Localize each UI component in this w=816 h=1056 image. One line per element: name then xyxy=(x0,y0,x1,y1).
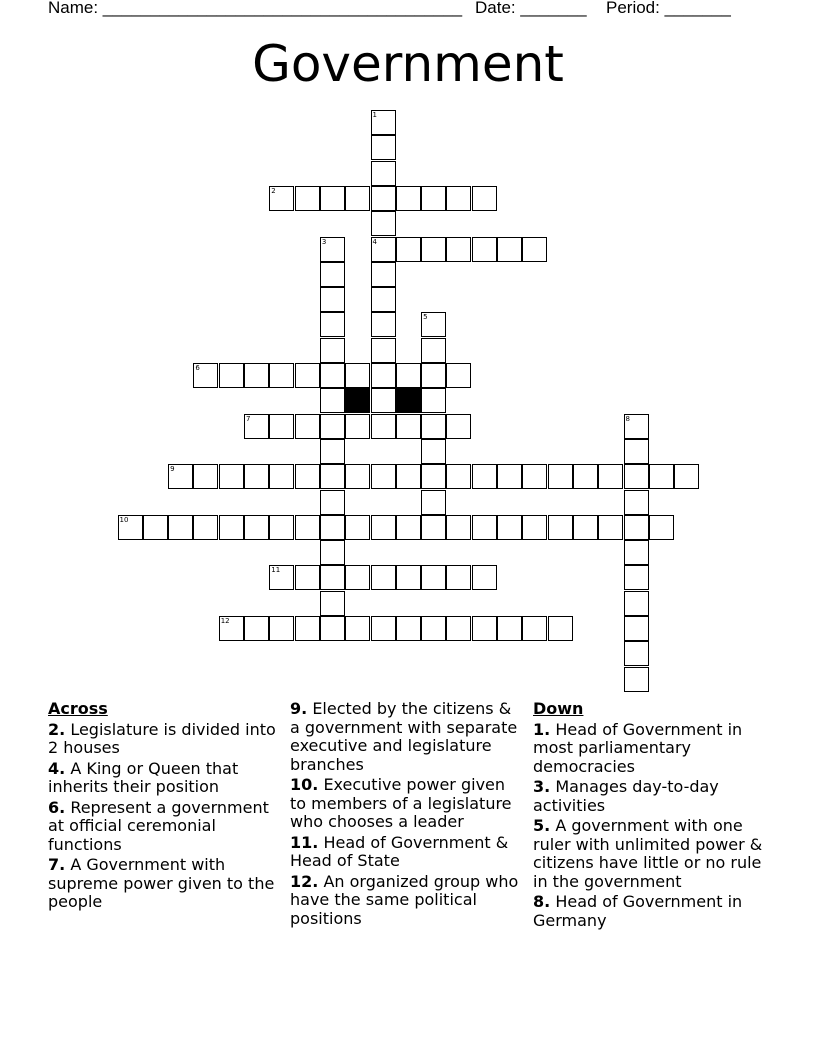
grid-cell[interactable] xyxy=(396,363,421,388)
across-clues-column-continued xyxy=(290,700,526,930)
grid-cell[interactable] xyxy=(371,262,396,287)
grid-cell[interactable] xyxy=(219,515,244,540)
grid-cell[interactable] xyxy=(396,565,421,590)
grid-cell[interactable] xyxy=(649,464,674,489)
clue-across-11 xyxy=(290,834,526,871)
grid-cell[interactable] xyxy=(472,186,497,211)
grid-cell[interactable] xyxy=(446,363,471,388)
grid-black-cell xyxy=(396,388,421,413)
grid-cell[interactable] xyxy=(269,616,294,641)
clue-text: An organized group who have the same political positions xyxy=(290,871,519,928)
clue-down-1 xyxy=(533,721,773,777)
grid-cell[interactable] xyxy=(320,616,345,641)
grid-cell[interactable] xyxy=(371,414,396,439)
grid-cell[interactable] xyxy=(320,591,345,616)
clue-text: A King or Queen that inherits their position xyxy=(48,758,239,796)
clue-across-2 xyxy=(48,721,280,758)
down-clues-column xyxy=(533,700,773,932)
grid-cell[interactable] xyxy=(320,490,345,515)
grid-cell[interactable] xyxy=(371,312,396,337)
grid-cell[interactable] xyxy=(168,515,193,540)
grid-cell[interactable] xyxy=(421,464,446,489)
grid-cell[interactable] xyxy=(295,565,320,590)
cell-number: 12 xyxy=(220,617,230,625)
clue-text: Legislature is divided into 2 houses xyxy=(48,719,276,757)
clue-text: Head of Government in Germany xyxy=(533,892,743,930)
grid-cell[interactable] xyxy=(396,515,421,540)
grid-cell[interactable] xyxy=(421,312,446,337)
grid-cell[interactable] xyxy=(295,616,320,641)
grid-cell[interactable] xyxy=(421,515,446,540)
cell-number: 8 xyxy=(625,414,630,423)
grid-cell[interactable] xyxy=(674,464,699,489)
grid-cell[interactable] xyxy=(522,237,547,262)
grid-cell[interactable] xyxy=(244,616,269,641)
grid-cell[interactable] xyxy=(320,338,345,363)
across-clues-column xyxy=(48,700,280,914)
clue-number: 11. xyxy=(290,832,319,852)
grid-cell[interactable] xyxy=(598,515,623,540)
name-field-label: Name: ______________________________________ xyxy=(48,0,463,17)
grid-cell[interactable] xyxy=(320,312,345,337)
grid-cell[interactable] xyxy=(446,237,471,262)
grid-cell[interactable] xyxy=(143,515,168,540)
grid-cell[interactable] xyxy=(371,237,396,262)
clue-across-12 xyxy=(290,873,526,929)
grid-cell[interactable] xyxy=(345,565,370,590)
clue-number: 6. xyxy=(48,797,66,817)
clue-text: Head of Government & Head of State xyxy=(290,832,509,870)
grid-cell[interactable] xyxy=(320,540,345,565)
grid-cell[interactable] xyxy=(295,363,320,388)
grid-cell[interactable] xyxy=(269,186,294,211)
grid-cell[interactable] xyxy=(598,464,623,489)
grid-cell[interactable] xyxy=(320,363,345,388)
grid-cell[interactable] xyxy=(193,464,218,489)
grid-cell[interactable] xyxy=(421,363,446,388)
grid-cell[interactable] xyxy=(497,616,522,641)
cell-number: 1 xyxy=(372,111,377,119)
grid-cell[interactable] xyxy=(371,135,396,160)
grid-cell[interactable] xyxy=(244,515,269,540)
grid-cell[interactable] xyxy=(320,186,345,211)
grid-cell[interactable] xyxy=(624,515,649,540)
grid-cell[interactable] xyxy=(295,414,320,439)
cell-number: 4 xyxy=(372,237,377,246)
clue-number: 1. xyxy=(533,719,551,739)
grid-cell[interactable] xyxy=(244,363,269,388)
grid-cell[interactable] xyxy=(573,515,598,540)
grid-cell[interactable] xyxy=(371,110,396,135)
grid-cell[interactable] xyxy=(371,161,396,186)
clue-number: 12. xyxy=(290,871,319,891)
grid-cell[interactable] xyxy=(269,515,294,540)
grid-cell[interactable] xyxy=(522,616,547,641)
grid-cell[interactable] xyxy=(295,186,320,211)
grid-cell[interactable] xyxy=(548,515,573,540)
grid-cell[interactable] xyxy=(522,515,547,540)
cell-number: 11 xyxy=(271,566,281,575)
grid-cell[interactable] xyxy=(396,414,421,439)
grid-cell[interactable] xyxy=(421,414,446,439)
grid-cell[interactable] xyxy=(446,515,471,540)
grid-cell[interactable] xyxy=(371,363,396,388)
cell-number: 9 xyxy=(170,465,175,474)
grid-cell[interactable] xyxy=(371,464,396,489)
clue-text: A Government with supreme power given to the people xyxy=(48,855,275,911)
clue-number: 7. xyxy=(48,855,66,874)
grid-cell[interactable] xyxy=(345,363,370,388)
grid-cell[interactable] xyxy=(244,464,269,489)
period-field-label: Period: _______ xyxy=(606,0,731,17)
grid-cell[interactable] xyxy=(548,616,573,641)
grid-cell[interactable] xyxy=(320,439,345,464)
grid-cell[interactable] xyxy=(371,388,396,413)
clue-number: 9. xyxy=(290,699,308,718)
grid-cell[interactable] xyxy=(118,515,143,540)
grid-cell[interactable] xyxy=(345,616,370,641)
grid-cell[interactable] xyxy=(269,363,294,388)
grid-cell[interactable] xyxy=(219,363,244,388)
grid-cell[interactable] xyxy=(421,338,446,363)
grid-cell[interactable] xyxy=(472,616,497,641)
grid-cell[interactable] xyxy=(345,464,370,489)
grid-cell[interactable] xyxy=(320,515,345,540)
grid-cell[interactable] xyxy=(446,616,471,641)
clue-number: 5. xyxy=(533,816,551,835)
grid-cell[interactable] xyxy=(649,515,674,540)
grid-cell[interactable] xyxy=(269,464,294,489)
grid-cell[interactable] xyxy=(421,490,446,515)
grid-cell[interactable] xyxy=(396,186,421,211)
grid-cell[interactable] xyxy=(396,237,421,262)
grid-cell[interactable] xyxy=(548,464,573,489)
across-heading: Across xyxy=(48,699,108,718)
clue-down-3 xyxy=(533,778,773,815)
grid-cell[interactable] xyxy=(345,414,370,439)
clue-number: 3. xyxy=(533,777,551,796)
clue-across-6 xyxy=(48,799,280,855)
cell-number: 3 xyxy=(321,237,327,246)
grid-cell[interactable] xyxy=(219,616,244,641)
grid-cell[interactable] xyxy=(371,616,396,641)
grid-cell[interactable] xyxy=(371,338,396,363)
grid-cell[interactable] xyxy=(320,565,345,590)
grid-cell[interactable] xyxy=(244,414,269,439)
grid-cell[interactable] xyxy=(396,464,421,489)
grid-cell[interactable] xyxy=(295,515,320,540)
grid-cell[interactable] xyxy=(446,464,471,489)
cell-number: 5 xyxy=(423,313,428,322)
grid-cell[interactable] xyxy=(624,540,649,565)
clue-text: Manages day-to-day activities xyxy=(533,777,719,815)
grid-cell[interactable] xyxy=(446,565,471,590)
grid-cell[interactable] xyxy=(624,565,649,590)
grid-cell[interactable] xyxy=(624,439,649,464)
grid-cell[interactable] xyxy=(624,490,649,515)
cell-number: 6 xyxy=(195,364,200,372)
grid-cell[interactable] xyxy=(446,414,471,439)
grid-cell[interactable] xyxy=(320,464,345,489)
grid-cell[interactable] xyxy=(421,439,446,464)
grid-cell[interactable] xyxy=(497,237,522,262)
grid-cell[interactable] xyxy=(320,287,345,312)
grid-cell[interactable] xyxy=(446,186,471,211)
date-field-label: Date: _______ xyxy=(475,0,587,17)
clue-number: 2. xyxy=(48,719,66,739)
grid-cell[interactable] xyxy=(421,388,446,413)
grid-cell[interactable] xyxy=(624,616,649,641)
grid-cell[interactable] xyxy=(624,464,649,489)
grid-cell[interactable] xyxy=(320,237,345,262)
grid-cell[interactable] xyxy=(472,565,497,590)
clue-number: 10. xyxy=(290,775,319,794)
grid-cell[interactable] xyxy=(421,186,446,211)
clue-text: Head of Government in most parliamentary democracies xyxy=(533,719,743,776)
cell-number: 7 xyxy=(246,414,251,423)
grid-cell[interactable] xyxy=(472,515,497,540)
grid-cell[interactable] xyxy=(472,464,497,489)
grid-cell[interactable] xyxy=(421,237,446,262)
grid-cell[interactable] xyxy=(371,287,396,312)
clue-text: Represent a government at official ceremonial functions xyxy=(48,797,269,854)
grid-cell[interactable] xyxy=(472,237,497,262)
clue-number: 8. xyxy=(533,892,551,911)
grid-cell[interactable] xyxy=(320,388,345,413)
cell-number: 2 xyxy=(271,186,276,195)
clue-text: A government with one ruler with unlimited power & citizens have little or no rule in the government xyxy=(533,816,763,891)
grid-cell[interactable] xyxy=(624,591,649,616)
grid-cell[interactable] xyxy=(624,667,649,692)
clue-down-5 xyxy=(533,817,773,891)
grid-cell[interactable] xyxy=(168,464,193,489)
clue-text: Elected by the citizens & a government with separate executive and legislature branches xyxy=(290,699,518,774)
grid-cell[interactable] xyxy=(573,464,598,489)
grid-cell[interactable] xyxy=(371,565,396,590)
clue-across-4 xyxy=(48,760,280,797)
grid-cell[interactable] xyxy=(497,464,522,489)
clue-text: Executive power given to members of a legislature who chooses a leader xyxy=(290,775,512,831)
clue-across-9 xyxy=(290,700,526,774)
clue-across-7 xyxy=(48,856,280,912)
grid-cell[interactable] xyxy=(219,464,244,489)
grid-cell[interactable] xyxy=(421,616,446,641)
down-heading: Down xyxy=(533,699,584,718)
grid-cell[interactable] xyxy=(396,616,421,641)
grid-cell[interactable] xyxy=(193,363,218,388)
grid-cell[interactable] xyxy=(269,565,294,590)
clue-number: 4. xyxy=(48,758,66,778)
grid-cell[interactable] xyxy=(421,565,446,590)
page-title: Government xyxy=(252,35,564,93)
grid-cell[interactable] xyxy=(345,515,370,540)
grid-cell[interactable] xyxy=(345,186,370,211)
grid-cell[interactable] xyxy=(295,464,320,489)
grid-cell[interactable] xyxy=(624,414,649,439)
clue-across-10 xyxy=(290,776,526,832)
grid-cell[interactable] xyxy=(624,641,649,666)
grid-cell[interactable] xyxy=(193,515,218,540)
clue-down-8 xyxy=(533,893,773,930)
grid-cell[interactable] xyxy=(320,262,345,287)
grid-cell[interactable] xyxy=(371,186,396,211)
grid-cell[interactable] xyxy=(371,211,396,236)
grid-cell[interactable] xyxy=(497,515,522,540)
cell-number: 10 xyxy=(119,515,129,524)
grid-black-cell xyxy=(345,388,370,413)
grid-cell[interactable] xyxy=(320,414,345,439)
grid-cell[interactable] xyxy=(269,414,294,439)
grid-cell[interactable] xyxy=(522,464,547,489)
grid-cell[interactable] xyxy=(371,515,396,540)
